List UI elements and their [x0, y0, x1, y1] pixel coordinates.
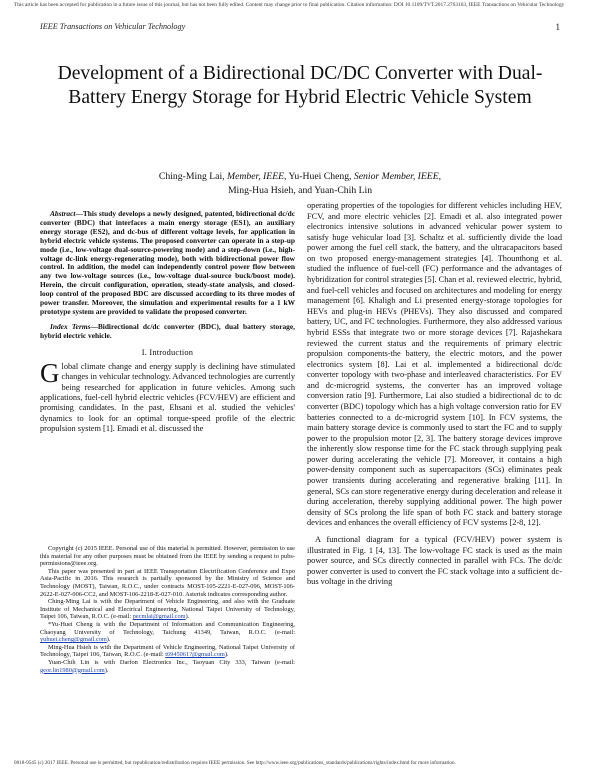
footnote-lai — [40, 598, 295, 621]
footnote-lin-text: Yuan-Chih Lin is with Darfon Electronics Inc., Taoyuan City 333, Taiwan (e-mail: — [48, 658, 295, 666]
email-link-hsieh[interactable]: t6945061?@gmail.com — [165, 651, 225, 659]
journal-name: IEEE Transactions on Vehicular Technology — [40, 22, 186, 31]
footnote-cheng — [40, 621, 295, 644]
email-link-lai[interactable]: pecmlai@gmail.com — [132, 613, 186, 621]
abstract-text: —This study develops a newly designed, patented, bidirectional dc/dc converter (BDC) that interfaces a main energy storage (ES1), an auxiliary energy storage (ES2), and dc-bus of different voltage levels, for application in hybrid electric vehicle systems. The proposed converter can operate in a step-up mode (i.e., low-voltage dual-source-powering mode) and a step-down (i.e., high-voltage dc-link energy-regenerating mode), both with bidirectional power flow control. In addition, the model can independently control power flow between any two low-voltage sources (i.e., low-voltage dual-source buck/boost mode). Herein, the circuit configuration, operation, steady-state analysis, and closed-loop control of the proposed BDC are discussed according to its three modes of power transfer. Moreover, the simulation and experimental results for a 1 kW prototype system are provided to validate the proposed converter. — [40, 209, 295, 316]
intro-text: lobal climate change and energy supply is declining have stimulated changes in vehicular technology. Advanced technologies are currently being researched for application in future vehicles. Among such applications, fuel-cell hybrid electric vehicles (FCV/HEV) are efficient and promising candidates. In the past, Ehsani et al. studied the vehicles' dynamics to look for an optimal torque-speed profile of the electric propulsion system [1]. Emadi et al. discussed the — [40, 362, 295, 434]
footnote-cheng-text: *Yu-Huei Cheng is with the Department of Information and Communication Engineering, Chaoyang University of Technology, Taichung 41349, Taiwan, R.O.C. (e-mail: — [40, 620, 295, 636]
footnote-lai-text: Ching-Ming Lai is with the Department of Vehicle Engineering, and also with the Graduate Institute of Mechanical and Electrical Engineering, National Taipei University of Technology, Taipei 106, Taiwan, R.O.C. (e-mail: — [40, 598, 295, 621]
footnote-cheng-tail: ). — [106, 636, 111, 644]
footnotes — [40, 545, 295, 674]
author-lai-role: Member, IEEE — [227, 171, 285, 182]
abstract-label: Abstract — [50, 209, 76, 218]
body-paragraph-2: A functional diagram for a typical (FCV/HEV) power system is illustrated in Fig. 1 [4, 13]. The low-voltage FC stack is used as the main power source, and SCs directly connected in parallel with FCs. The dc/dc power converter is used to convert the FC stack voltage into a sufficient dc-bus voltage in the driving — [307, 534, 562, 587]
footnote-copyright: Copyright (c) 2015 IEEE. Personal use of this material is permitted. However, permission to use this material for any other purposes must be obtained from the IEEE by sending a request to pubs-permissions@ieee.org. — [40, 545, 295, 568]
footnote-hsieh — [40, 644, 295, 659]
email-link-cheng[interactable]: yuhuei.cheng@gmail.com — [40, 636, 107, 644]
footnote-lin-tail: ). — [104, 666, 109, 674]
footnote-lin — [40, 659, 295, 674]
author-line-end: , — [438, 171, 442, 182]
footnote-hsieh-text: Ming-Hua Hsieh is with the Department of Vehicle Engineering, National Taipei University of Technology, Taipei 106, Taiwan, R.O.C. (e-mail: — [40, 643, 295, 659]
copyright-footer: 0018-9545 (c) 2017 IEEE. Personal use is permitted, but republication/redistribution requires IEEE permission. See http://www.ieee.org/publications_standards/publications/rights/index.html for more information. — [14, 760, 456, 766]
author-cheng: , Yu-Huei Cheng, — [284, 171, 352, 182]
acceptance-notice: This article has been accepted for publication in a future issue of this journal, but has not been fully edited. Content may change prior to final publication. Citation information: DOI 10.1109/TVT.2017.2763163, IEEE Transactions on Vehicular Technology — [14, 2, 565, 8]
drop-cap: G — [40, 358, 60, 389]
index-terms-text: —Bidirectional dc/dc converter (BDC), dual battery storage, hybrid electric vehicle. — [40, 321, 296, 340]
email-link-lin[interactable]: geor.lin1980@gmail.com — [40, 666, 105, 674]
author-lai: Ching-Ming Lai, — [158, 171, 225, 182]
index-terms-label: Index Terms — [50, 321, 91, 331]
page-number: 1 — [555, 22, 560, 32]
index-terms — [40, 323, 295, 341]
footnote-hsieh-tail: ). — [224, 651, 229, 659]
abstract — [40, 210, 295, 317]
author-cheng-role: Senior Member, IEEE — [353, 171, 439, 182]
left-column — [40, 210, 295, 434]
body-paragraph-1: operating properties of the topologies for different vehicles including HEV, FCV, and more electric vehicles [2]. Emadi et al. also integrated power electronics intensive solutions in advanced vehicular power system to satisfy huge vehicular load [3]. Schaltz et al. sufficiently divide the load power among the fuel cell stack, the battery, and the ultracapacitors based on two proposed energy-management strategies [4]. Thounthong et al. studied the influence of fuel-cell (FC) performance and the advantages of hybridization for control strategies [5]. Chan et al. reviewed electric, hybrid, and fuel-cell vehicles and focused on architectures and modeling for energy management [6]. Khaligh and Li presented energy-storage topologies for HEVs and plug-in HEVs (PHEVs). They also discussed and compared battery, UC, and FC technologies. Furthermore, they also addressed various hybrid ESSs that integrate two or more storage devices [7]. Rajashekara reviewed the current status and the requirements of primary electric propulsion components-the battery, the electric motors, and the power electronics system [8]. Lai et al. implemented a bidirectional dc/dc converter topology with two-phase and interleaved characteristics. For EV and dc-microgrid systems, the converter has an improved voltage conversion ratio [9]. Furthermore, Lai also studied a bidirectional dc to dc converter (BDC) topology which has a high voltage conversion ratio for EV batteries connected to a dc-microgrid system [10]. In FCV systems, the main battery storage device is commonly used to start the FC and to supply power to the propulsion motor [2, 3]. The battery storage devices improve the inherently slow response time for the FC stack through supplying peak power during accelerating the vehicle [7]. Moreover, it contains a high power-density component such as supercapacitors (SCs) eliminates peak power transients during accelerating and regenerative braking [11]. In general, SCs can store regenerative energy during deceleration and release it during acceleration, thereby supplying additional power. The high power density of SCs prolong the life span of both FC stack and battery storage devices and enhances the overall efficiency of FCV systems [2-8, 12]. — [307, 201, 562, 528]
author-line-1 — [40, 170, 560, 184]
footnote-funding: This paper was presented in part at IEEE Transportation Electrification Conference and Expo Asia-Pacific in 2016. This research is partially sponsored by the Ministry of Science and Technology (MOST), Taiwan, R.O.C., under contracts MOST-105-2221-E-027-096, MOST-106-2622-E-027-006-CC2, and MOST-106-2218-E-027-010. Asterisk indicates corresponding author. — [40, 567, 295, 598]
intro-paragraph — [40, 358, 295, 434]
section-heading-introduction: I. Introduction — [141, 347, 194, 357]
author-block — [40, 170, 560, 198]
paper-title: Development of a Bidirectional DC/DC Converter with Dual-Battery Energy Storage for Hybrid Electric Vehicle System — [57, 63, 543, 108]
right-column — [307, 201, 562, 588]
footnote-lai-tail: ). — [185, 613, 190, 621]
author-line-2: Ming-Hua Hsieh, and Yuan-Chih Lin — [227, 185, 373, 196]
